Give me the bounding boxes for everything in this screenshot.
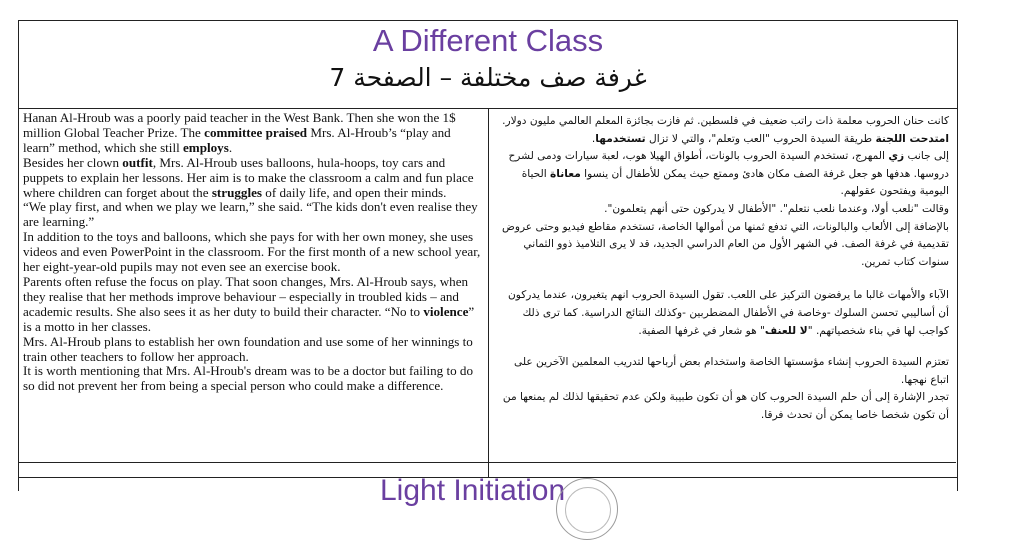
bilingual-text-table	[18, 108, 958, 478]
text-run: .	[591, 132, 596, 145]
bold-term: violence	[423, 303, 469, 319]
text-run: إلى جانب	[904, 150, 949, 163]
text-run: المهرج، تستخدم السيدة الحروب بالونات، أطواق الهيلا هوب، لعبة سيارات ودمى لشرح دروسها. هدفها هو جعل غرفة الصف مكان هادئ وممتع حيث يمكن للأطفال أن ينسوا	[508, 150, 949, 180]
arabic-paragraph	[497, 287, 949, 340]
text-run: وقالت "نلعب أولا، وعندما نلعب نتعلم". "الأطفال لا يدركون حتى أنهم يتعلمون".	[604, 202, 949, 215]
text-run: " هو شعار في غرفها الصفية.	[638, 324, 765, 337]
english-column	[19, 109, 489, 477]
text-run: Mrs. Al-Hroub plans to establish her own foundation and use some of her winnings to train other teachers to follow her approach.	[23, 333, 473, 364]
bold-term: committee praised	[204, 124, 308, 140]
arabic-paragraph	[497, 201, 949, 219]
page-title-english: A Different Class	[372, 23, 604, 58]
text-run: الحياة اليومية ويفتحون عقولهم.	[521, 167, 949, 198]
arabic-column	[489, 109, 957, 477]
bold-term: employs	[183, 139, 229, 155]
text-run: Hanan Al-Hroub was a poorly paid teacher in the West Bank. Then she won the 1$ million Global Teacher Prize. The	[23, 110, 456, 140]
seal-stamp-icon	[556, 478, 618, 540]
footer-title: Light Initiation	[380, 474, 566, 507]
text-run: Besides her clown	[23, 154, 123, 170]
bold-term: امتدحت اللجنة	[875, 132, 949, 145]
bold-term: struggles	[211, 184, 263, 200]
page-title-arabic: غرفة صف مختلفة – الصفحة 7	[329, 63, 647, 92]
arabic-paragraph	[497, 113, 949, 148]
arabic-paragraph	[497, 219, 949, 272]
next-page-footer	[0, 460, 1024, 507]
bold-term: outfit	[122, 154, 153, 170]
page-sheet	[18, 20, 958, 491]
bold-term: لا للعنف	[764, 324, 808, 337]
text-run: طريقة السيدة الحروب "العب وتعلم"، والتي لا تزال	[645, 132, 876, 145]
text-run: Parents often refuse the focus on play. That soon changes, Mrs. Al-Hroub says, when they realise that her methods improve behaviour – especially in troubled kids – and academic results. She also sees it as her duty to build their character. “No to	[23, 273, 469, 319]
english-paragraph	[23, 275, 484, 335]
arabic-paragraph	[497, 389, 949, 424]
english-paragraph	[23, 335, 484, 365]
text-run: تجدر الإشارة إلى أن حلم السيدة الحروب كان هو أن تكون طبيبة ولكن عدم تحقيقها لذلك لم يمنعها من أن تكون شخصا خاصا يمكن أن تحدث فرقا.	[502, 391, 949, 421]
footer-divider	[18, 462, 956, 463]
bold-term: معاناة	[550, 167, 581, 180]
text-run: Mrs. Al-Hroub’s “play and learn” method, which she still	[23, 124, 451, 155]
text-run: In addition to the toys and balloons, which she pays for with her own money, she uses videos and even PowerPoint in the classroom. For the first month of a new school year, her eight-year-old pupils may not even see an exercise book.	[23, 229, 481, 275]
english-paragraph	[23, 111, 484, 156]
text-run: .	[228, 139, 233, 155]
arabic-paragraph	[497, 354, 949, 389]
english-paragraph	[23, 156, 484, 201]
arabic-paragraph	[497, 148, 949, 201]
text-run: , Mrs. Al-Hroub uses balloons, hula-hoops, toy cars and puppets to explain her lessons. Her aim is to make the classroom a calm and fun place where children can forget about the	[23, 154, 474, 200]
english-paragraph	[23, 230, 484, 275]
text-run: بالإضافة إلى الألعاب والبالونات، التي تدفع ثمنها من أموالها الخاصة، تستخدم مقاطع فيديو وحتى عروض تقديمية في غرفة الصف. في الشهر الأول من العام الدراسي الجديد، قد لا يرى التلاميذ ذوو الثماني سنوات كتاب تمرين.	[502, 220, 949, 268]
text-run: It is worth mentioning that Mrs. Al-Hroub's dream was to be a doctor but failing to do so did not prevent her from being a special person who could make a difference.	[23, 363, 474, 394]
text-run: تعتزم السيدة الحروب إنشاء مؤسستها الخاصة واستخدام بعض أرباحها لتدريب المعلمين الآخرين على اتباع نهجها.	[514, 356, 949, 386]
english-paragraph	[23, 200, 484, 230]
text-run: ” is a motto in her classes.	[23, 303, 475, 334]
text-run: “We play first, and when we play we learn,” she said. “The kids don't even realise they are learning.”	[23, 199, 478, 230]
text-run: of daily life, and open their minds.	[262, 184, 447, 200]
bold-term: زي	[888, 150, 905, 163]
text-run: كانت حنان الحروب معلمة ذات راتب ضعيف في فلسطين. ثم فازت بجائزة المعلم العالمي مليون دولار.	[502, 115, 949, 127]
text-run: الآباء والأمهات غالبا ما يرفضون التركيز على اللعب. تقول السيدة الحروب انهم يتغيرون، عندما يدركون أن أساليبي تحسن السلوك -وخاصة في الأطفال المضطربين -وكذلك النتائج الدراسية. كما ترى ذلك كواجب لها في بناء شخصياتهم. "	[508, 289, 949, 337]
bold-term: تستخدمها	[595, 132, 646, 145]
english-paragraph	[23, 364, 484, 394]
